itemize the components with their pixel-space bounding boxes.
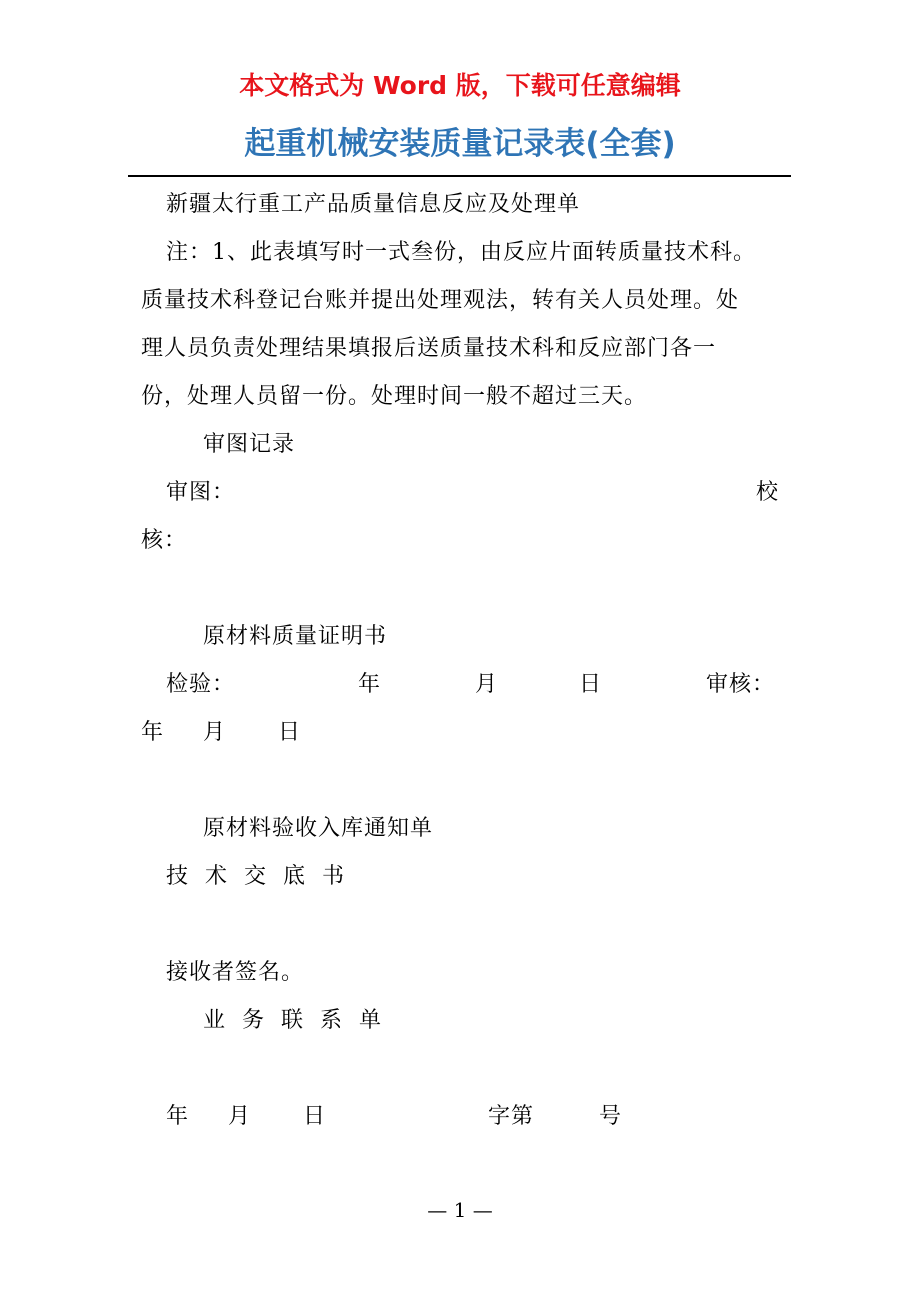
review-heading: 审图记录 <box>203 432 296 457</box>
inspect-label: 检验： <box>166 672 236 697</box>
note-line-3: 理人员负责处理结果填报后送质量技术科和反应部门各一 <box>141 336 717 361</box>
audit-date-year: 年 <box>141 720 165 745</box>
material-cert-heading: 原材料质量证明书 <box>203 624 388 649</box>
business-contact-heading: 业务联系单 <box>203 1008 399 1033</box>
document-title: 起重机械安装质量记录表(全套) <box>244 126 676 162</box>
date-year: 年 <box>358 672 382 697</box>
check-label-part2: 核： <box>141 528 188 553</box>
check-label-part1: 校 <box>756 480 780 505</box>
doc-number-suffix: 号 <box>599 1104 623 1129</box>
date-day: 日 <box>579 672 603 697</box>
review-label: 审图： <box>166 480 236 505</box>
tech-brief-heading: 技术交底书 <box>166 864 362 889</box>
receiver-signature-label: 接收者签名。 <box>166 960 305 985</box>
audit-date-day: 日 <box>278 720 302 745</box>
contact-date-day: 日 <box>303 1104 327 1129</box>
receipt-notice-heading: 原材料验收入库通知单 <box>203 816 434 841</box>
note-line-4: 份，处理人员留一份。处理时间一般不超过三天。 <box>141 384 648 409</box>
title-divider <box>128 175 791 177</box>
note-line-2: 质量技术科登记台账并提出处理观法，转有关人员处理。处 <box>141 288 740 313</box>
date-month: 月 <box>475 672 499 697</box>
note-line-1: 注：1、此表填写时一式叁份，由反应片面转质量技术科。 <box>166 240 756 265</box>
form-title: 新疆太行重工产品质量信息反应及处理单 <box>166 192 581 217</box>
format-banner: 本文格式为 Word 版，下载可任意编辑 <box>239 71 681 100</box>
doc-number-prefix: 字第 <box>488 1104 535 1129</box>
contact-date-month: 月 <box>228 1104 252 1129</box>
contact-date-year: 年 <box>166 1104 190 1129</box>
audit-date-month: 月 <box>203 720 227 745</box>
page-number: — 1 — <box>427 1198 493 1222</box>
audit-label: 审核： <box>706 672 776 697</box>
